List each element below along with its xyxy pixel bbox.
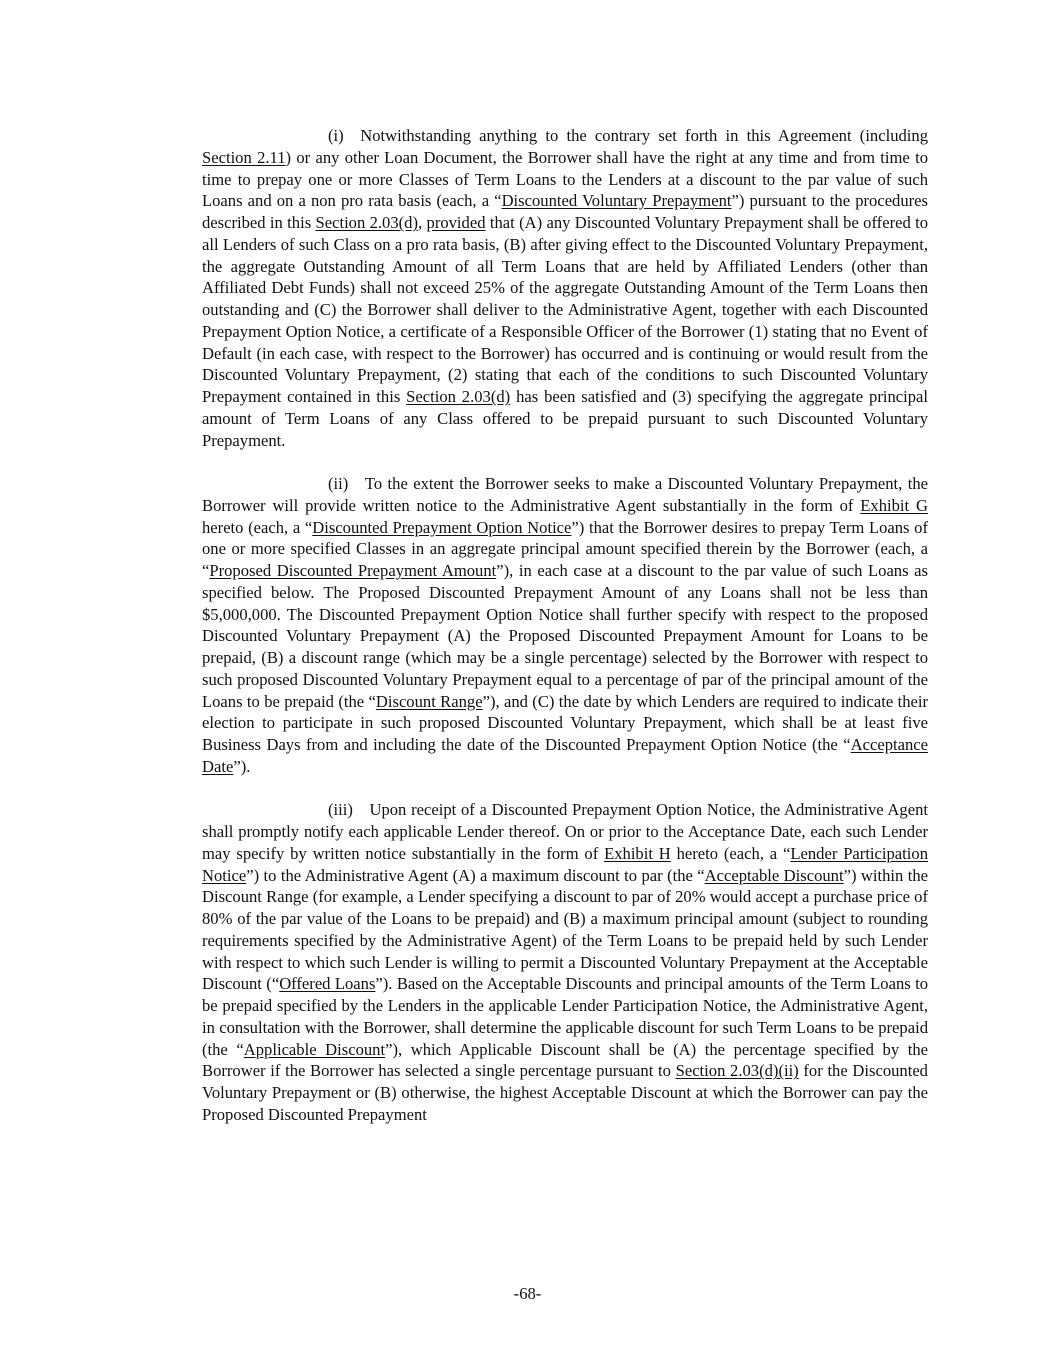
defined-term: Discounted Voluntary Prepayment (501, 191, 732, 211)
paragraph-number: (i) (328, 126, 344, 145)
defined-term: Section 2.11 (202, 147, 286, 167)
text-run: Notwithstanding anything to the contrary set forth in this Agreement (including (360, 126, 928, 145)
defined-term: Exhibit G (860, 495, 928, 515)
text-run: that (A) any Discounted Voluntary Prepayment shall be offered to all Lenders of such Class on a pro rata basis, (B) after giving effect to the Discounted Voluntary Prepayment, the aggregate Outstanding Amount of all Term Loans that are held by Affiliated Lenders (other than Affiliated Debt Funds) shall not exceed 25% of the aggregate Outstanding Amount of the Term Loans then outstanding and (C) the Borrower shall deliver to the Administrative Agent, together with each Discounted Prepayment Option Notice, a certificate of a Responsible Officer of the Borrower (1) stating that no Event of Default (in each case, with respect to the Borrower) has occurred and is continuing or would result from the Discounted Voluntary Prepayment, (2) stating that each of the conditions to such Discounted Voluntary Prepayment contained in this (202, 213, 929, 406)
paragraph-i (202, 125, 928, 451)
text-run: ”) that the Borrower desires to prepay Term Loans of one or more specified Classes in an aggregate principal amount specified therein by the Borrower (each, a “ (202, 517, 928, 580)
text-run: ”), and (C) the date by which Lenders are required to indicate their election to participate in such proposed Discounted Voluntary Prepayment, which shall be at least five Business Days from and including the date of the Discounted Prepayment Option Notice (the “ (202, 691, 928, 754)
text-run: hereto (each, a “ (670, 843, 791, 863)
defined-term: Acceptance Date (202, 735, 928, 776)
defined-term: provided (426, 213, 486, 232)
text-run: for the Discounted Voluntary Prepayment or (B) otherwise, the highest Acceptable Discount at which the Borrower can pay the Proposed Discounted Prepayment (202, 1061, 928, 1124)
paragraph-number: (ii) (328, 474, 349, 493)
paragraph-ii (202, 473, 928, 778)
text-run: Upon receipt of a Discounted Prepayment Option Notice, the Administrative Agent shall promptly notify each applicable Lender thereof. On or prior to the Acceptance Date, each such Lender may specify by written notice substantially in the form of (202, 800, 928, 863)
defined-term: Lender Participation Notice (202, 843, 928, 885)
text-run: ”). (233, 756, 251, 776)
defined-term: Section 2.03(d) (406, 387, 511, 406)
text-run: ”), which Applicable Discount shall be (A) the percentage specified by the Borrower if the Borrower has selected a single percentage pursuant to (202, 1039, 928, 1081)
defined-term: Applicable Discount (243, 1039, 386, 1059)
text-run: ”). Based on the Acceptable Discounts and principal amounts of the Term Loans to be prepaid specified by the Lenders in the applicable Lender Participation Notice, the Administrative Agent, in consultation with the Borrower, shall determine the applicable discount for such Term Loans to be prepaid (the “ (202, 974, 928, 1059)
text-run: hereto (each, a “ (202, 517, 313, 537)
defined-term: Acceptable Discount (704, 865, 844, 885)
paragraph-iii (202, 799, 928, 1125)
paragraph-number: (iii) (328, 800, 353, 820)
page-number: -68- (513, 1284, 542, 1303)
defined-term: Exhibit H (604, 843, 671, 863)
defined-term: Section 2.03(d) (315, 213, 419, 232)
text-run: ”) pursuant to the procedures described in this (202, 191, 928, 232)
document-body (202, 125, 928, 1126)
text-run: , (418, 213, 427, 232)
defined-term: Discount Range (375, 691, 483, 711)
text-run: To the extent the Borrower seeks to make a Discounted Voluntary Prepayment, the Borrower will provide written notice to the Administrative Agent substantially in the form of (202, 474, 928, 515)
text-run: ”) within the Discount Range (for example, a Lender specifying a discount to par of 20% would accept a purchase price of 80% of the par value of the Loans to be prepaid) and (B) a maximum principal amount (subject to rounding requirements specified by the Administrative Agent) of the Term Loans to be prepaid held by such Lender with respect to which such Lender is willing to permit a Discounted Voluntary Prepayment at the Acceptable Discount (“ (202, 865, 928, 994)
defined-term: Section 2.03(d)(ii) (675, 1061, 799, 1081)
text-run: ”), in each case at a discount to the par value of such Loans as specified below. The Proposed Discounted Prepayment Amount of any Loans shall not be less than $5,000,000. The Discounted Prepayment Option Notice shall further specify with respect to the proposed Discounted Voluntary Prepayment (A) the Proposed Discounted Prepayment Amount for Loans to be prepaid, (B) a discount range (which may be a single percentage) selected by the Borrower with respect to such proposed Discounted Voluntary Prepayment equal to a percentage of par of the principal amount of the Loans to be prepaid (the “ (202, 561, 928, 711)
defined-term: Offered Loans (279, 974, 376, 994)
text-run: ) or any other Loan Document, the Borrower shall have the right at any time and from time to time to prepay one or more Classes of Term Loans to the Lenders at a discount to the par value of such Loans and on a non pro rata basis (each, a “ (202, 147, 928, 211)
defined-term: Proposed Discounted Prepayment Amount (209, 561, 497, 580)
defined-term: Discounted Prepayment Option Notice (312, 517, 572, 537)
text-run: has been satisfied and (3) specifying the aggregate principal amount of Term Loans of any Class offered to be prepaid pursuant to such Discounted Voluntary Prepayment. (202, 387, 928, 450)
text-run: ”) to the Administrative Agent (A) a maximum discount to par (the “ (246, 865, 705, 885)
